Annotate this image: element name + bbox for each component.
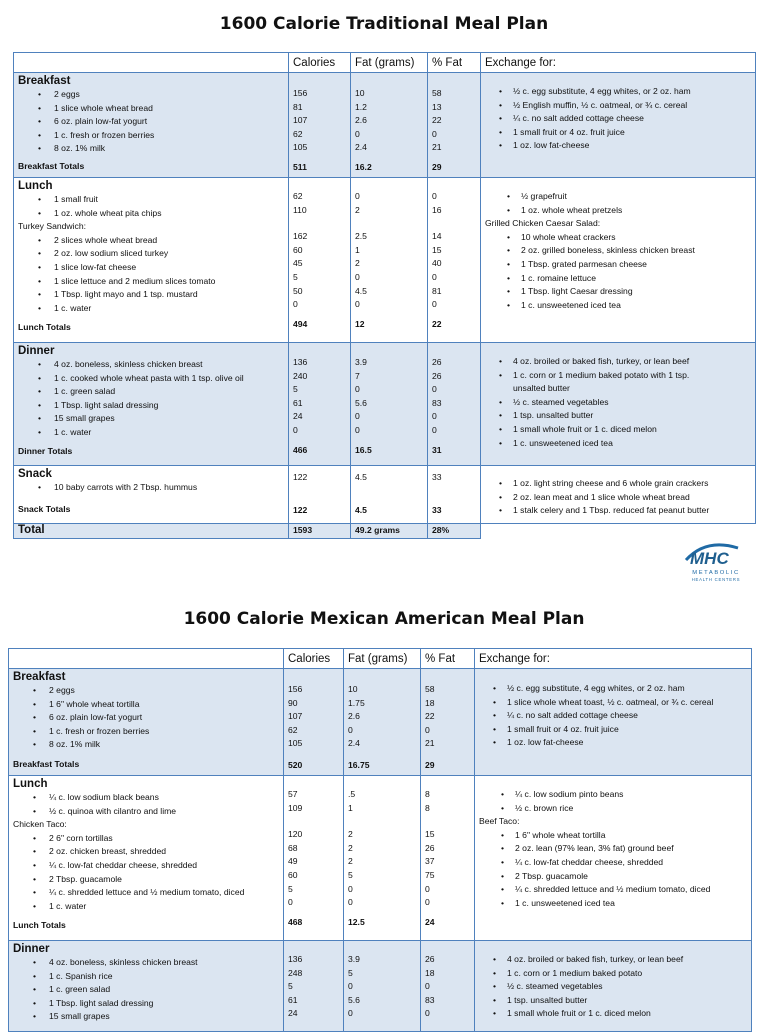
exchange-item: • ½ c. egg substitute, 4 egg whites, or 2 oz. ham xyxy=(479,682,747,696)
exchange-item: • 1 c. unsweetened iced tea xyxy=(485,299,751,313)
fat-value: 3.9 xyxy=(355,357,367,367)
pct-value: 58 xyxy=(432,88,442,98)
fat-total: 16.2 xyxy=(355,161,372,172)
fat-value: 2 xyxy=(355,204,360,215)
plan2-table xyxy=(8,648,752,1032)
fat-value: 0 xyxy=(355,271,360,282)
food-item: • 1 slice low-fat cheese xyxy=(18,261,284,275)
calories-value: 0 xyxy=(293,299,298,310)
fat-value: 2 xyxy=(348,842,353,853)
exchange-item: • ½ grapefruit xyxy=(485,190,751,204)
plan2-title: 1600 Calorie Mexican American Meal Plan xyxy=(183,609,585,629)
plan1-table xyxy=(13,52,756,539)
fat-value: 2.6 xyxy=(355,115,367,126)
plan1-lunch-row xyxy=(14,178,756,343)
fat-value: 0 xyxy=(355,411,360,422)
total-calories: 1593 xyxy=(289,524,351,539)
pct-value: 83 xyxy=(425,994,435,1005)
calories-total: 122 xyxy=(293,504,308,515)
plan2-header-row xyxy=(9,649,752,669)
exchange-item: • ½ c. steamed vegetables xyxy=(479,980,747,994)
pct-total: 33 xyxy=(432,504,442,515)
pct-value: 0 xyxy=(432,299,437,310)
exchange-item: • 2 Tbsp. guacamole xyxy=(479,870,747,884)
calories-value: 156 xyxy=(293,88,308,98)
calories-value: 57 xyxy=(288,789,298,799)
calories-value: 110 xyxy=(293,204,307,215)
fat-value: 2 xyxy=(348,856,353,867)
food-item: • 1 c. fresh or frozen berries xyxy=(18,129,284,143)
pct-value: 0 xyxy=(425,1008,430,1019)
fat-value: 1.75 xyxy=(348,697,365,708)
calories-value: 45 xyxy=(293,258,303,269)
food-item: • 2 Tbsp. guacamole xyxy=(13,873,279,887)
food-item: • 1 c. cooked whole wheat pasta with 1 tsp. olive oil xyxy=(18,372,284,386)
breakfast-totals-label: Breakfast Totals xyxy=(18,160,85,171)
calories-value: 105 xyxy=(293,142,308,153)
pct-value: 58 xyxy=(425,684,435,694)
pct-value: 26 xyxy=(432,357,442,367)
fat-total: 16.5 xyxy=(355,444,372,455)
plan1-dinner-row xyxy=(14,343,756,466)
food-item: • 1 small fruit xyxy=(18,193,284,207)
plan2-breakfast-row xyxy=(9,669,752,776)
pct-value: 13 xyxy=(432,101,442,112)
food-item: • 1 Tbsp. light salad dressing xyxy=(13,997,279,1011)
fat-value: 2 xyxy=(355,258,360,269)
food-item: • 2 oz. chicken breast, shredded xyxy=(13,845,279,859)
calories-value: 62 xyxy=(293,128,303,139)
calories-total: 511 xyxy=(293,161,307,172)
food-item: • 8 oz. 1% milk xyxy=(18,142,284,156)
logo-line2: HEALTH CENTERS xyxy=(691,577,741,582)
exchange-item: • 1 Tbsp. light Caesar dressing xyxy=(485,285,751,299)
food-item: • 2 slices whole wheat bread xyxy=(18,234,284,248)
food-item: • ¼ c. shredded lettuce and ½ medium tomato, diced xyxy=(13,886,279,900)
fat-total: 4.5 xyxy=(355,504,367,515)
pct-value: 33 xyxy=(432,472,442,482)
food-item: • 10 baby carrots with 2 Tbsp. hummus xyxy=(18,481,284,495)
pct-value: 83 xyxy=(432,397,442,408)
calories-value: 162 xyxy=(293,231,308,242)
exchange-sub-label: Grilled Chicken Caesar Salad: xyxy=(485,218,601,229)
fat-value: 0 xyxy=(355,299,360,310)
exchange-item: • 2 oz. lean meat and 1 slice whole wheat bread xyxy=(485,491,751,505)
calories-total: 494 xyxy=(293,318,308,329)
pct-value: 0 xyxy=(432,271,437,282)
breakfast-totals-label: Breakfast Totals xyxy=(13,758,80,769)
fat-value: 2.6 xyxy=(348,711,360,722)
calories-value: 136 xyxy=(293,357,308,367)
food-item: • 2 6" corn tortillas xyxy=(13,832,279,846)
exchange-item: • 1 c. corn or 1 medium baked potato xyxy=(479,967,747,981)
calories-value: 156 xyxy=(288,684,303,694)
calories-header: Calories xyxy=(284,649,344,669)
pct-value: 26 xyxy=(425,842,435,853)
exchange-item: • ½ c. brown rice xyxy=(479,802,747,816)
pct-total: 29 xyxy=(432,161,442,172)
pct-value: 18 xyxy=(425,967,435,978)
food-item: • 1 c. water xyxy=(18,426,284,440)
fat-value: 7 xyxy=(355,370,360,381)
exchange-item: • ¼ c. no salt added cottage cheese xyxy=(479,709,747,723)
fat-value: 0 xyxy=(355,128,360,139)
exchange-item: • ¼ c. low sodium pinto beans xyxy=(479,788,747,802)
exchange-item: • ½ c. steamed vegetables xyxy=(485,396,751,410)
exchange-item: • ¼ c. low-fat cheddar cheese, shredded xyxy=(479,856,747,870)
exchange-item: • 1 c. romaine lettuce xyxy=(485,272,751,286)
fat-header: Fat (grams) xyxy=(351,53,428,73)
plan1-header-row xyxy=(14,53,756,73)
calories-value: 24 xyxy=(288,1008,298,1019)
pct-value: 18 xyxy=(425,697,435,708)
exchange-item: • 1 small fruit or 4 oz. fruit juice xyxy=(485,126,751,140)
calories-value: 61 xyxy=(293,397,303,408)
mhc-logo-icon xyxy=(676,540,756,584)
fat-value: .5 xyxy=(348,789,356,799)
food-item: • 6 oz. plain low-fat yogurt xyxy=(18,115,284,129)
lunch-totals-label: Lunch Totals xyxy=(18,322,71,333)
pct-total: 24 xyxy=(425,916,435,927)
fat-value: 10 xyxy=(355,88,365,98)
calories-value: 136 xyxy=(288,954,303,964)
calories-value: 0 xyxy=(293,424,298,435)
exchange-item: • 2 oz. lean (97% lean, 3% fat) ground beef xyxy=(479,842,747,856)
pct-value: 81 xyxy=(432,285,442,296)
calories-value: 107 xyxy=(288,711,303,722)
exchange-item: • 1 c. unsweetened iced tea xyxy=(479,897,747,911)
exchange-item: • 10 whole wheat crackers xyxy=(485,231,751,245)
fat-value: 3.9 xyxy=(348,954,360,964)
food-item: • 2 eggs xyxy=(18,88,284,102)
fat-value: 5 xyxy=(348,967,353,978)
exchange-item: • ¼ c. no salt added cottage cheese xyxy=(485,112,751,126)
calories-value: 50 xyxy=(293,285,303,296)
exchange-item: • 1 oz. light string cheese and 6 whole grain crackers xyxy=(485,477,751,491)
lunch-totals-label: Lunch Totals xyxy=(13,920,66,931)
exchange-item: • 1 small whole fruit or 1 c. diced melon xyxy=(485,423,751,437)
fat-value: 0 xyxy=(348,883,353,894)
calories-value: 49 xyxy=(288,856,298,867)
exchange-item: • 1 6" whole wheat tortilla xyxy=(479,829,747,843)
pct-value: 0 xyxy=(425,724,430,735)
fat-value: 0 xyxy=(355,191,360,201)
exchange-item: • 1 c. corn or 1 medium baked potato with 1 tsp. xyxy=(485,369,751,383)
pct-value: 0 xyxy=(432,424,437,435)
pct-value: 26 xyxy=(432,370,442,381)
pct-value: 75 xyxy=(425,869,435,880)
fat-value: 5.6 xyxy=(355,397,367,408)
food-item: • 1 Tbsp. light salad dressing xyxy=(18,399,284,413)
food-item: • 1 c. fresh or frozen berries xyxy=(13,725,279,739)
calories-value: 0 xyxy=(288,897,293,908)
calories-value: 5 xyxy=(293,384,298,395)
fat-value: 0 xyxy=(355,384,360,395)
plan2-lunch-row xyxy=(9,776,752,941)
exchange-item: • 1 small whole fruit or 1 c. diced melon xyxy=(479,1007,747,1021)
pct-value: 14 xyxy=(432,231,442,242)
logo-line1: METABOLIC xyxy=(692,570,740,576)
calories-value: 120 xyxy=(288,829,303,840)
exchange-item: • 1 oz. low fat-cheese xyxy=(485,139,751,153)
pct-value: 0 xyxy=(432,411,437,422)
fat-value: 2 xyxy=(348,829,353,840)
exchange-item: • 1 stalk celery and 1 Tbsp. reduced fat peanut butter xyxy=(485,504,751,518)
pct-value: 0 xyxy=(425,883,430,894)
food-item: • ¼ c. low sodium black beans xyxy=(13,791,279,805)
total-label: Total xyxy=(14,524,289,539)
fat-value: 5.6 xyxy=(348,994,360,1005)
food-item: • 4 oz. boneless, skinless chicken breast xyxy=(18,358,284,372)
total-pct-fat: 28% xyxy=(428,524,481,539)
exchange-item: • 1 slice whole wheat toast, ½ c. oatmeal, or ¾ c. cereal xyxy=(479,696,747,710)
exchange-sub-label: Beef Taco: xyxy=(479,816,520,827)
dinner-label: Dinner xyxy=(13,943,50,955)
blank-header-cell xyxy=(9,649,284,669)
exchange-item: • 1 c. unsweetened iced tea xyxy=(485,437,751,451)
food-item: • 15 small grapes xyxy=(18,412,284,426)
pct-value: 37 xyxy=(425,856,435,867)
calories-total: 520 xyxy=(288,759,303,770)
exchange-continuation: unsalted butter xyxy=(513,383,570,394)
calories-value: 81 xyxy=(293,101,303,112)
fat-total: 16.75 xyxy=(348,759,370,770)
pct-value: 16 xyxy=(432,204,442,215)
logo-mark: MHC xyxy=(690,549,729,568)
calories-total: 468 xyxy=(288,916,303,927)
pct-value: 21 xyxy=(425,738,435,749)
exchange-item: • 4 oz. broiled or baked fish, turkey, or lean beef xyxy=(479,953,747,967)
pct-value: 0 xyxy=(425,897,430,908)
exchange-item: • 1 oz. whole wheat pretzels xyxy=(485,204,751,218)
calories-value: 61 xyxy=(288,994,298,1005)
fat-value: 4.5 xyxy=(355,472,367,482)
calories-value: 68 xyxy=(288,842,298,853)
fat-value: 2.4 xyxy=(355,142,367,153)
exchange-header: Exchange for: xyxy=(481,53,756,73)
food-item: • 1 c. water xyxy=(13,900,279,914)
food-item: • 1 c. Spanish rice xyxy=(13,970,279,984)
plan1-total-row xyxy=(14,524,756,539)
calories-value: 62 xyxy=(288,724,298,735)
fat-value: 2.5 xyxy=(355,231,367,242)
pct-value: 0 xyxy=(432,128,437,139)
exchange-item: • 1 small fruit or 4 oz. fruit juice xyxy=(479,723,747,737)
calories-value: 60 xyxy=(288,869,298,880)
snack-label: Snack xyxy=(18,468,52,480)
lunch-label: Lunch xyxy=(18,180,53,192)
breakfast-label: Breakfast xyxy=(18,75,71,87)
calories-value: 62 xyxy=(293,191,303,201)
blank-header-cell xyxy=(14,53,289,73)
plan1-snack-row xyxy=(14,466,756,524)
food-item: • 8 oz. 1% milk xyxy=(13,738,279,752)
exchange-item: • 1 oz. low fat-cheese xyxy=(479,736,747,750)
food-item: • 1 Tbsp. light mayo and 1 tsp. mustard xyxy=(18,288,284,302)
metabolic-health-centers-logo xyxy=(676,540,756,584)
food-item: • 1 slice whole wheat bread xyxy=(18,102,284,116)
fat-header: Fat (grams) xyxy=(344,649,421,669)
dinner-totals-label: Dinner Totals xyxy=(18,445,73,456)
calories-value: 122 xyxy=(293,472,308,482)
total-fat: 49.2 grams xyxy=(351,524,428,539)
plan1-breakfast-row xyxy=(14,73,756,178)
sub-meal-label: Chicken Taco: xyxy=(13,819,67,830)
lunch-label: Lunch xyxy=(13,778,48,790)
fat-value: 1 xyxy=(355,244,360,255)
calories-total: 466 xyxy=(293,444,308,455)
pct-value: 26 xyxy=(425,954,435,964)
fat-value: 0 xyxy=(348,724,353,735)
calories-value: 107 xyxy=(293,115,308,126)
calories-value: 248 xyxy=(288,967,303,978)
food-item: • 1 c. green salad xyxy=(18,385,284,399)
food-item: • 6 oz. plain low-fat yogurt xyxy=(13,711,279,725)
fat-value: 10 xyxy=(348,684,358,694)
pct-value: 40 xyxy=(432,258,442,269)
plan2-dinner-row xyxy=(9,941,752,1032)
calories-value: 24 xyxy=(293,411,303,422)
food-item: • 15 small grapes xyxy=(13,1010,279,1024)
food-item: • 1 c. green salad xyxy=(13,983,279,997)
food-item: • ¼ c. low-fat cheddar cheese, shredded xyxy=(13,859,279,873)
food-item: • 4 oz. boneless, skinless chicken breast xyxy=(13,956,279,970)
calories-value: 90 xyxy=(288,697,298,708)
fat-value: 0 xyxy=(348,897,353,908)
fat-value: 2.4 xyxy=(348,738,360,749)
fat-value: 0 xyxy=(355,424,360,435)
calories-value: 5 xyxy=(288,883,293,894)
fat-total: 12.5 xyxy=(348,916,365,927)
fat-value: 0 xyxy=(348,981,353,992)
pct-total: 22 xyxy=(432,318,442,329)
pct-value: 0 xyxy=(432,384,437,395)
exchange-item: • ½ c. egg substitute, 4 egg whites, or 2 oz. ham xyxy=(485,85,751,99)
food-item: • 2 oz. low sodium sliced turkey xyxy=(18,247,284,261)
exchange-item: • 1 Tbsp. grated parmesan cheese xyxy=(485,258,751,272)
food-item: • 2 eggs xyxy=(13,684,279,698)
food-item: • 1 oz. whole wheat pita chips xyxy=(18,207,284,221)
breakfast-label: Breakfast xyxy=(13,671,66,683)
calories-value: 5 xyxy=(293,271,298,282)
sub-meal-label: Turkey Sandwich: xyxy=(18,221,86,232)
calories-header: Calories xyxy=(289,53,351,73)
plan1-title: 1600 Calorie Traditional Meal Plan xyxy=(219,14,549,34)
pct-value: 22 xyxy=(432,115,442,126)
exchange-item: • 4 oz. broiled or baked fish, turkey, or lean beef xyxy=(485,355,751,369)
pct-fat-header: % Fat xyxy=(428,53,481,73)
fat-value: 5 xyxy=(348,869,353,880)
pct-value: 21 xyxy=(432,142,442,153)
dinner-label: Dinner xyxy=(18,345,55,357)
calories-value: 240 xyxy=(293,370,308,381)
snack-totals-label: Snack Totals xyxy=(18,503,71,514)
exchange-item: • ½ English muffin, ½ c. oatmeal, or ¾ c. cereal xyxy=(485,99,751,113)
exchange-header: Exchange for: xyxy=(475,649,752,669)
pct-value: 22 xyxy=(425,711,435,722)
food-item: • ½ c. quinoa with cilantro and lime xyxy=(13,805,279,819)
pct-fat-header: % Fat xyxy=(421,649,475,669)
fat-value: 0 xyxy=(348,1008,353,1019)
calories-value: 60 xyxy=(293,244,303,255)
fat-value: 1.2 xyxy=(355,101,367,112)
pct-value: 15 xyxy=(425,829,435,840)
food-item: • 1 c. water xyxy=(18,302,284,316)
pct-value: 8 xyxy=(425,789,430,799)
pct-value: 8 xyxy=(425,802,430,813)
calories-value: 5 xyxy=(288,981,293,992)
pct-total: 31 xyxy=(432,444,442,455)
fat-value: 4.5 xyxy=(355,285,367,296)
food-item: • 1 slice lettuce and 2 medium slices tomato xyxy=(18,275,284,289)
fat-total: 12 xyxy=(355,318,365,329)
exchange-item: • 1 tsp. unsalted butter xyxy=(479,994,747,1008)
exchange-item: • 1 tsp. unsalted butter xyxy=(485,409,751,423)
pct-value: 15 xyxy=(432,244,442,255)
calories-value: 109 xyxy=(288,802,303,813)
pct-value: 0 xyxy=(425,981,430,992)
exchange-item: • ¼ c. shredded lettuce and ½ medium tomato, diced xyxy=(479,883,747,897)
pct-total: 29 xyxy=(425,759,435,770)
calories-value: 105 xyxy=(288,738,303,749)
exchange-item: • 2 oz. grilled boneless, skinless chicken breast xyxy=(485,244,751,258)
fat-value: 1 xyxy=(348,802,353,813)
food-item: • 1 6" whole wheat tortilla xyxy=(13,698,279,712)
pct-value: 0 xyxy=(432,191,437,201)
